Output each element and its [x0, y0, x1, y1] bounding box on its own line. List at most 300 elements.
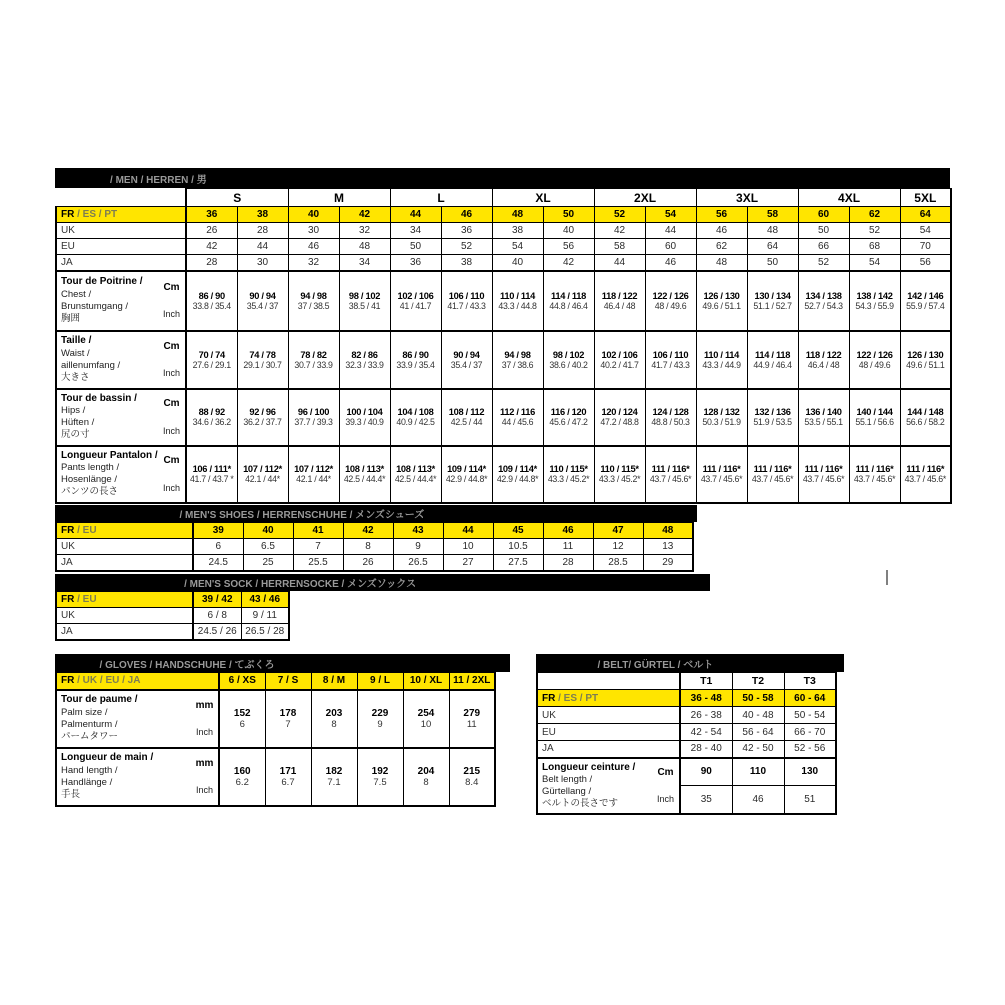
size-group-5xl: 5XL [900, 189, 951, 207]
size-group-4xl: 4XL [798, 189, 900, 207]
size-cell: 44 [594, 255, 645, 271]
value-top: 88 / 92 [198, 407, 225, 417]
size-cell: 66 [798, 239, 849, 255]
size-cell: 26.5 [393, 555, 443, 571]
size-cell: 13 [643, 539, 693, 555]
value-top: 128 / 132 [703, 407, 740, 417]
size-group-l: L [390, 189, 492, 207]
measure-values [749, 464, 797, 484]
value-top: 111 / 116* [855, 464, 894, 474]
shoes-grid [55, 522, 694, 572]
size-group-s: S [186, 189, 288, 207]
value-top: 78 / 82 [300, 349, 327, 360]
measure-values [341, 464, 389, 484]
label-line: Tour de paume / [61, 694, 138, 706]
measure-label-lines [57, 390, 158, 444]
unit-labels [158, 273, 185, 327]
size-cell: 24.5 / 26 [193, 624, 241, 640]
unit-labels [191, 749, 218, 803]
belt-size-header-t2: T2 [732, 673, 784, 690]
value-bottom: 55.9 / 57.4 [906, 300, 945, 311]
measure-cell [186, 271, 237, 331]
row-label-muted: / ES / PT [74, 209, 118, 220]
size-cell: 9 / 11 [241, 608, 289, 624]
size-cell: 12 [593, 539, 643, 555]
value-top: 106 / 110 [448, 290, 485, 301]
size-cell: 48 [339, 239, 390, 255]
size-cell: 7 [293, 539, 343, 555]
row-label-muted: / EU [74, 525, 97, 536]
size-cell: 40 [543, 223, 594, 239]
row-label-strong: FR [61, 594, 75, 605]
measure-cell [645, 446, 696, 503]
belt-title-bar [536, 654, 844, 672]
measure-values [596, 407, 644, 427]
value-top: 136 / 140 [805, 407, 842, 417]
measure-values [290, 291, 338, 311]
value-bottom: 7.5 [373, 776, 387, 788]
value-top: 124 / 128 [652, 407, 689, 417]
size-cell: 40 - 48 [732, 707, 784, 724]
measure-label-lines [57, 749, 191, 803]
measure-cell [288, 331, 339, 389]
measure-cell [441, 389, 492, 446]
measure-values [313, 708, 356, 730]
value-bottom: 43.7 / 45.6* [751, 474, 794, 484]
measure-row-label [56, 389, 186, 446]
size-cell: 26 - 38 [680, 707, 732, 724]
size-cell: 28 [237, 223, 288, 239]
measure-cell [403, 690, 449, 748]
measure-values [239, 291, 287, 311]
row-label [56, 592, 193, 608]
measure-values [188, 350, 236, 370]
value-bottom: 43.7 / 45.6* [649, 474, 692, 484]
value-top: 86 / 90 [402, 349, 429, 360]
label-line: Longueur ceinture / [542, 761, 636, 773]
measure-values [545, 291, 593, 311]
value-bottom: 48 / 49.6 [858, 359, 891, 370]
row-label [56, 555, 193, 571]
value-top: 82 / 86 [351, 349, 378, 360]
value-bottom: 6.7 [281, 776, 295, 788]
value-bottom: 43.7 / 45.6* [700, 474, 743, 484]
row-label [56, 239, 186, 255]
size-cell: 46 [441, 207, 492, 223]
measure-cell [849, 446, 900, 503]
measure-cell [186, 331, 237, 389]
size-cell: 44 [390, 207, 441, 223]
label-line: aillenumfang / [61, 359, 121, 371]
label-line: Longueur de main / [61, 752, 154, 764]
size-cell: 50 [390, 239, 441, 255]
value-top: 94 / 98 [504, 349, 531, 360]
size-cell: 36 [390, 255, 441, 271]
measure-cell [696, 389, 747, 446]
value-top: 70 / 74 [198, 349, 225, 360]
measure-values [902, 350, 950, 370]
measure-values [188, 464, 236, 484]
belt-size-header-t3: T3 [784, 673, 836, 690]
value-top: 107 / 112* [294, 464, 333, 474]
size-cell: 40 [492, 255, 543, 271]
value-top: 203 [325, 707, 343, 719]
size-cell: 62 [696, 239, 747, 255]
row-label-strong: FR [61, 209, 75, 220]
row-label-text: JA [61, 256, 73, 268]
measure-cell [390, 271, 441, 331]
value-bottom: 8 [331, 718, 337, 730]
value-bottom: 27.6 / 29.1 [192, 359, 231, 370]
measure-cell [543, 331, 594, 389]
gloves-title-bar [55, 654, 510, 672]
measure-values [494, 291, 542, 311]
value-top: 98 / 102 [348, 290, 381, 301]
measure-cell [798, 331, 849, 389]
value-bottom: 35.4 / 37 [246, 300, 279, 311]
measure-cell [339, 389, 390, 446]
measure-label-lines [57, 332, 158, 386]
size-cell: 11 / 2XL [449, 673, 495, 690]
size-cell: 54 [849, 255, 900, 271]
size-cell: 46 [288, 239, 339, 255]
unit-bottom-label: Inch [162, 425, 180, 436]
size-cell: 6 [193, 539, 243, 555]
unit-labels [191, 691, 218, 745]
row-label [537, 741, 680, 758]
value-top: 109 / 114* [498, 464, 537, 474]
row-label [56, 539, 193, 555]
corner-spacer [56, 189, 186, 207]
row-label [56, 673, 219, 690]
row-label-muted: / ES / PT [555, 692, 599, 704]
label-line: Chest / [61, 288, 92, 300]
value-bottom: 11 [466, 718, 477, 730]
value-bottom: 50.3 / 51.9 [702, 417, 741, 427]
measure-label-lines [57, 447, 158, 501]
value-bottom: 40.9 / 42.5 [396, 417, 435, 427]
value-top: 104 / 108 [397, 407, 434, 417]
measure-values [221, 708, 264, 730]
measure-cell [265, 690, 311, 748]
measure-cell [594, 271, 645, 331]
measure-cell [543, 446, 594, 503]
size-cell: 6 / XS [219, 673, 265, 690]
unit-bottom-label: Inch [656, 794, 674, 805]
value-top: 126 / 130 [703, 290, 740, 301]
measure-values [290, 407, 338, 427]
row-label-text: UK [61, 610, 75, 621]
unit-bottom-label: Inch [195, 785, 213, 796]
measure-label-content [57, 447, 185, 501]
value-bottom: 48 / 49.6 [654, 300, 687, 311]
measure-values [341, 407, 389, 427]
size-cell: 50 [543, 207, 594, 223]
measure-values [902, 464, 950, 484]
value-top: 118 / 122 [805, 349, 842, 360]
section-men [55, 168, 952, 504]
measure-values [902, 291, 950, 311]
measure-cell [543, 389, 594, 446]
size-cell: 39 / 42 [193, 592, 241, 608]
value-top: 111 / 116* [804, 464, 843, 474]
size-cell: 42 - 54 [680, 724, 732, 741]
size-cell: 28.5 [593, 555, 643, 571]
size-group-2xl: 2XL [594, 189, 696, 207]
size-cell: 40 [243, 523, 293, 539]
measure-cell [449, 748, 495, 806]
value-bottom: 49.6 / 51.1 [906, 359, 945, 370]
size-cell: 66 - 70 [784, 724, 836, 741]
measure-values [800, 407, 848, 427]
value-top: 110 / 115* [600, 464, 639, 474]
value-top: 132 / 136 [754, 407, 791, 417]
measure-cell [492, 389, 543, 446]
section-socks [55, 574, 710, 641]
measure-values [392, 407, 440, 427]
value-bottom: 6 [239, 718, 245, 730]
size-cell: 26 [186, 223, 237, 239]
size-cell: 44 [237, 239, 288, 255]
row-label [56, 255, 186, 271]
belt-title-sub: / BELT/ GÜRTEL / ベルト [594, 659, 714, 671]
unit-top-label: Cm [657, 766, 674, 778]
measure-label-content [57, 749, 218, 803]
size-cell: 52 [441, 239, 492, 255]
measure-row-label [56, 748, 219, 806]
measure-cell [492, 446, 543, 503]
measure-values [341, 350, 389, 370]
size-cell: 36 [186, 207, 237, 223]
measure-cell [390, 331, 441, 389]
label-line: パンツの長さ [61, 486, 119, 498]
unit-bottom-label: Inch [162, 482, 180, 493]
size-cell: 44 [645, 223, 696, 239]
size-cell: 48 [696, 255, 747, 271]
value-top: 106 / 110 [652, 349, 689, 360]
value-bottom: 42.9 / 44.8* [496, 474, 539, 484]
size-cell: 50 - 58 [732, 690, 784, 707]
value-top: 110 / 115* [549, 464, 588, 474]
value-top: 144 / 148 [907, 407, 944, 417]
row-label-text: UK [61, 225, 75, 236]
row-label [537, 724, 680, 741]
measure-values [313, 766, 356, 788]
label-line: Longueur Pantalon / [61, 449, 158, 461]
socks-title-sub: / MEN'S SOCK / HERRENSOCKE / メンズソックス [181, 579, 417, 590]
measure-cell [798, 446, 849, 503]
size-cell: 56 - 64 [732, 724, 784, 741]
row-label [56, 608, 193, 624]
belt-cm-cell: 110 [732, 758, 784, 786]
row-label-text: JA [61, 556, 73, 568]
value-top: 138 / 142 [856, 290, 893, 301]
measure-label-content [57, 273, 185, 327]
size-cell: 64 [900, 207, 951, 223]
measure-values [267, 766, 310, 788]
measure-values [494, 350, 542, 370]
size-cell: 52 [798, 255, 849, 271]
value-bottom: 44.8 / 46.4 [549, 300, 588, 311]
measure-values [239, 350, 287, 370]
belt-size-table [536, 672, 844, 815]
size-cell: 6 / 8 [193, 608, 241, 624]
value-bottom: 8.4 [465, 776, 479, 788]
label-line: Waist / [61, 347, 90, 359]
measure-cell [288, 446, 339, 503]
men-title-bar [55, 168, 950, 188]
value-top: 142 / 146 [907, 290, 944, 301]
size-cell: 30 [237, 255, 288, 271]
value-bottom: 8 [423, 776, 429, 788]
value-bottom: 56.6 / 58.2 [906, 417, 945, 427]
value-top: 120 / 124 [601, 407, 638, 417]
value-bottom: 42.5 / 44.4* [343, 474, 386, 484]
size-cell: 7 / S [265, 673, 311, 690]
value-bottom: 37 / 38.5 [297, 300, 330, 311]
measure-values [851, 464, 899, 484]
measure-values [596, 291, 644, 311]
size-cell: 43 / 46 [241, 592, 289, 608]
value-top: 114 / 118 [550, 290, 587, 301]
label-line: パームタワー [61, 730, 119, 742]
measure-cell [492, 331, 543, 389]
measure-values [451, 708, 494, 730]
value-bottom: 44 / 45.6 [501, 417, 534, 427]
value-top: 102 / 106 [601, 349, 638, 360]
value-bottom: 39.3 / 40.9 [345, 417, 384, 427]
value-top: 215 [463, 765, 481, 777]
size-cell: 34 [390, 223, 441, 239]
measure-cell [594, 389, 645, 446]
value-top: 182 [325, 765, 343, 777]
value-bottom: 9 [377, 718, 383, 730]
value-bottom: 43.3 / 45.2* [598, 474, 641, 484]
value-bottom: 43.7 / 45.6* [853, 474, 896, 484]
measure-values [902, 407, 950, 427]
measure-values [451, 766, 494, 788]
size-cell: 38 [237, 207, 288, 223]
size-cell: 56 [696, 207, 747, 223]
gloves-grid [55, 672, 496, 807]
measure-values [800, 291, 848, 311]
row-label-text: JA [61, 625, 73, 637]
value-bottom: 53.5 / 55.1 [804, 417, 843, 427]
value-bottom: 33.8 / 35.4 [192, 300, 231, 311]
shoes-title-bar [55, 505, 697, 522]
measure-values [341, 291, 389, 311]
value-top: 108 / 113* [345, 464, 384, 474]
measure-values [443, 350, 491, 370]
value-top: 86 / 90 [198, 290, 225, 301]
value-bottom: 42.1 / 44* [296, 474, 331, 484]
measure-cell [441, 331, 492, 389]
row-label-text: JA [542, 743, 554, 755]
size-cell: 38 [492, 223, 543, 239]
measure-cell [798, 271, 849, 331]
measure-cell [219, 748, 265, 806]
measure-values [647, 464, 695, 484]
measure-values [443, 464, 491, 484]
value-top: 122 / 126 [856, 349, 893, 360]
label-line: Tour de bassin / [61, 392, 137, 404]
measure-cell [594, 331, 645, 389]
belt-grid [536, 672, 837, 815]
size-cell: 60 - 64 [784, 690, 836, 707]
unit-labels [158, 332, 185, 386]
belt-inch-cell: 46 [732, 786, 784, 814]
measure-cell [645, 331, 696, 389]
value-bottom: 51.9 / 53.5 [753, 417, 792, 427]
measure-values [359, 708, 402, 730]
label-line: Brunstumgang / [61, 300, 129, 312]
size-cell: 42 [186, 239, 237, 255]
measure-values [698, 350, 746, 370]
value-bottom: 49.6 / 51.1 [702, 300, 741, 311]
value-bottom: 54.3 / 55.9 [855, 300, 894, 311]
value-bottom: 42.9 / 44.8* [445, 474, 488, 484]
label-line: Hüften / [61, 417, 95, 429]
measure-label-content [57, 390, 185, 444]
size-cell: 27 [443, 555, 493, 571]
row-label-text: UK [542, 709, 556, 721]
measure-values [647, 407, 695, 427]
shoes-title: CHAUSSURES HOMME [60, 507, 177, 520]
size-cell: 11 [543, 539, 593, 555]
measure-cell [237, 331, 288, 389]
size-cell: 25 [243, 555, 293, 571]
row-label-strong: FR [542, 692, 556, 704]
size-cell: 9 [393, 539, 443, 555]
measure-label-lines [57, 273, 158, 327]
size-cell: 29 [643, 555, 693, 571]
value-top: 92 / 96 [249, 407, 276, 417]
label-line: Belt length / [542, 774, 593, 785]
measure-cell [747, 446, 798, 503]
size-cell: 52 - 56 [784, 741, 836, 758]
label-line: Hips / [61, 405, 86, 417]
value-top: 118 / 122 [601, 290, 638, 301]
measure-values [267, 708, 310, 730]
value-top: 140 / 144 [856, 407, 893, 417]
measure-cell [645, 271, 696, 331]
measure-values [545, 464, 593, 484]
value-top: 96 / 100 [297, 407, 330, 417]
size-group-3xl: 3XL [696, 189, 798, 207]
size-cell: 42 [343, 523, 393, 539]
value-bottom: 29.1 / 30.7 [243, 359, 282, 370]
row-label [56, 523, 193, 539]
size-cell: 41 [293, 523, 343, 539]
value-bottom: 33.9 / 35.4 [396, 359, 435, 370]
size-cell: 64 [747, 239, 798, 255]
value-bottom: 41.7 / 43.3 [447, 300, 486, 311]
measure-cell [645, 389, 696, 446]
measure-values [851, 407, 899, 427]
size-cell: 6.5 [243, 539, 293, 555]
value-top: 102 / 106 [397, 290, 434, 301]
measure-cell [390, 389, 441, 446]
size-cell: 47 [593, 523, 643, 539]
row-label [537, 690, 680, 707]
measure-cell [594, 446, 645, 503]
measure-cell [339, 271, 390, 331]
value-bottom: 6.2 [235, 776, 249, 788]
unit-top-label: Cm [163, 281, 180, 293]
measure-values [290, 464, 338, 484]
measure-row-label [56, 690, 219, 748]
measure-cell [357, 748, 403, 806]
